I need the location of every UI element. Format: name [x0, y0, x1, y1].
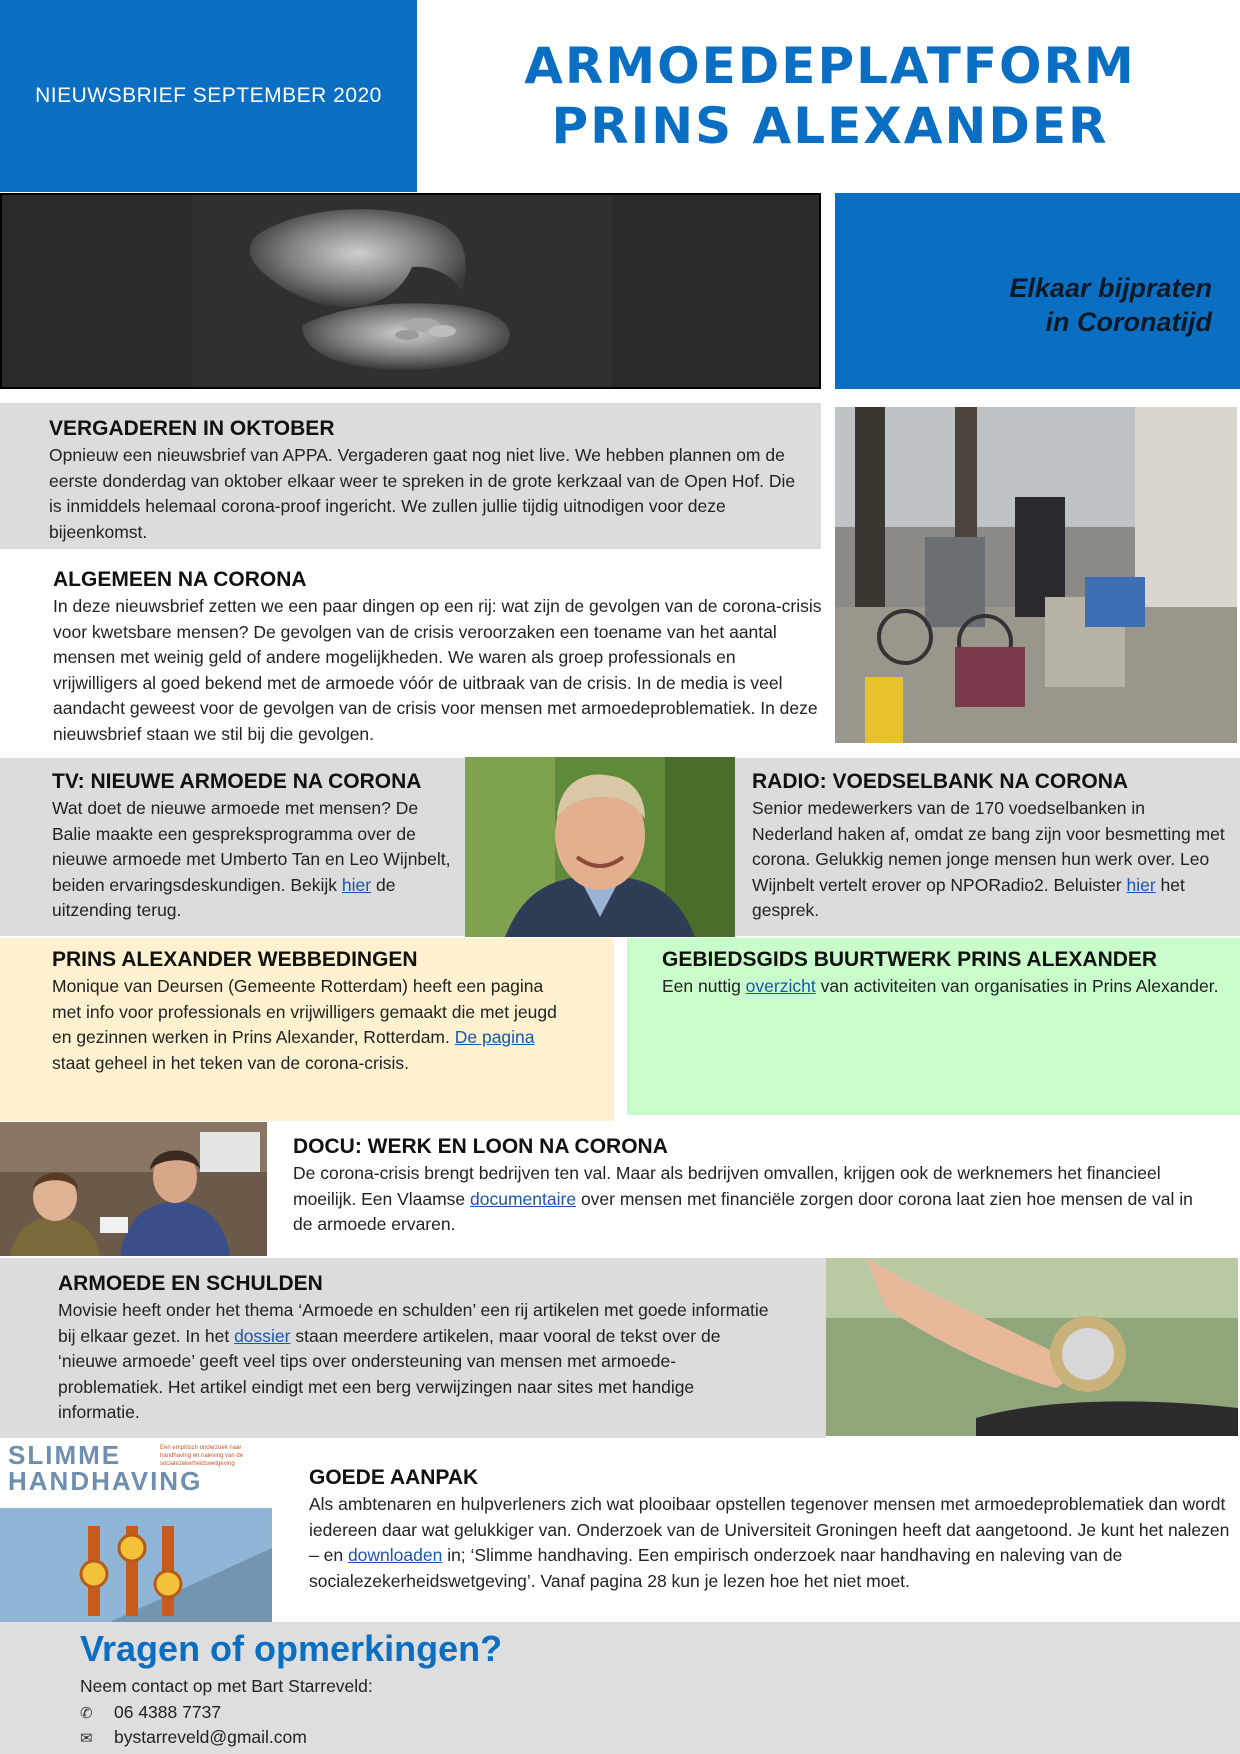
newsletter-title: [440, 36, 1220, 156]
docu-link-documentaire[interactable]: documentaire: [470, 1188, 577, 1209]
section-schulden: [0, 1258, 826, 1438]
body-text: in; ‘Slimme handhaving. Een empirisch onderzoek naar handhaving en naleving van de socialezekerheidswetgeving’. Vanaf pagina 28 kun je lezen hoe het niet moet.: [309, 1545, 1123, 1591]
phone-icon: ✆: [80, 1705, 93, 1722]
tagline-box: [835, 193, 1240, 389]
section-body: [752, 796, 1230, 924]
street-scene-image: [835, 407, 1237, 743]
section-aanpak: [309, 1464, 1234, 1614]
logo-graphic-panel: [0, 1508, 272, 1622]
section-tv: [0, 758, 465, 936]
hands-illustration: [2, 195, 821, 389]
contact-intro: Neem contact op met Bart Starreveld:: [80, 1676, 373, 1696]
section-webbedingen: [0, 938, 614, 1121]
section-title: ARMOEDE EN SCHULDEN: [58, 1272, 323, 1295]
contact-phone: 06 4388 7737: [114, 1702, 222, 1722]
section-body: [52, 796, 457, 924]
section-title: GEBIEDSGIDS BUURTWERK PRINS ALEXANDER: [662, 948, 1158, 971]
hero-image-hands: [0, 193, 821, 389]
body-text: Wat doet de nieuwe armoede met mensen? De Balie maakte een gespreksprogramma over de nieuwe armoede met Umberto Tan en Leo Wijnbelt, beiden ervaringsdeskundigen. Bekijk: [52, 798, 451, 895]
body-text: Senior medewerkers van de 170 voedselbanken in Nederland haken af, omdat ze bang zijn voor besmetting met corona. Gelukkig nemen jonge mensen hun werk over. Leo Wijnbelt vertelt erover op NPORadio2. Beluister: [752, 798, 1225, 895]
coin-image: [826, 1258, 1238, 1436]
section-title: TV: NIEUWE ARMOEDE NA CORONA: [52, 770, 422, 793]
section-body: [52, 974, 572, 1076]
section-vergaderen: [0, 403, 821, 549]
section-radio: [735, 758, 1240, 936]
section-title: ALGEMEEN NA CORONA: [53, 568, 307, 591]
tagline: [1009, 271, 1212, 339]
body-text: staan meerdere artikelen, maar vooral de tekst over de ‘nieuwe armoede’ geeft veel tips over ondersteuning van mensen met armoede-problematiek. Het artikel eindigt met een berg verwijzingen naar sites met handige informatie.: [58, 1325, 721, 1422]
logo-slimme-handhaving: [0, 1438, 272, 1622]
section-title: PRINS ALEXANDER WEBBEDINGEN: [52, 948, 418, 971]
docu-image: [0, 1122, 267, 1256]
contact-footer: [0, 1622, 1240, 1754]
contact-email-row: [80, 1725, 307, 1751]
section-title: GOEDE AANPAK: [309, 1466, 479, 1489]
section-docu: [293, 1133, 1193, 1253]
body-text: Monique van Deursen (Gemeente Rotterdam) heeft een pagina met info voor professionals en vrijwilligers gemaakt die met jeugd en gezinnen werken in Prins Alexander, Rotterdam.: [52, 976, 557, 1047]
contact-phone-row: [80, 1700, 221, 1726]
logo-text-line-1: SLIMME: [8, 1440, 122, 1470]
issue-banner: [0, 0, 417, 192]
contact-email[interactable]: bystarreveld@gmail.com: [114, 1727, 307, 1747]
section-body: Opnieuw een nieuwsbrief van APPA. Vergaderen gaat nog niet live. We hebben plannen om de eerste donderdag van oktober elkaar weer te spreken in de grote kerkzaal van de Open Hof. Die is inmiddels helemaal corona-proof ingericht. We zullen jullie tijdig uitnodigen voor deze bijeenkomst.: [49, 445, 796, 542]
tagline-line-2: in Coronatijd: [1045, 307, 1212, 337]
tv-link-hier[interactable]: hier: [341, 874, 372, 895]
aanpak-link-downloaden[interactable]: downloaden: [347, 1545, 443, 1565]
body-text: de uitzending terug.: [52, 874, 396, 920]
title-line-1: ARMOEDEPLATFORM: [524, 37, 1136, 95]
logo-text-line-2: HANDHAVING: [8, 1466, 203, 1496]
photo-portrait-man: [465, 757, 735, 937]
portrait-image: [465, 757, 735, 937]
section-title: DOCU: WERK EN LOON NA CORONA: [293, 1135, 668, 1158]
section-body: [309, 1492, 1234, 1594]
section-gebiedsgids: [627, 938, 1240, 1115]
body-text: Een nuttig: [662, 976, 746, 996]
body-text: het gesprek.: [752, 874, 1185, 920]
body-text: De corona-crisis brengt bedrijven ten val. Maar als bedrijven omvallen, krijgen ook de werknemers het financieel moeilijk. Een Vlaamse: [293, 1163, 1161, 1209]
sliders-icon: [0, 1508, 272, 1622]
schulden-link-dossier[interactable]: dossier: [234, 1325, 291, 1346]
body-text: Movisie heeft onder het thema ‘Armoede en schulden’ een rij artikelen met goede informatie bij elkaar gezet. In het: [58, 1300, 769, 1346]
section-title: VERGADEREN IN OKTOBER: [49, 417, 335, 440]
radio-link-hier[interactable]: hier: [1126, 874, 1156, 895]
section-body: [58, 1298, 778, 1426]
photo-coin-wallet: [826, 1258, 1238, 1436]
logo-subtitle: Een empirisch onderzoek naar handhaving en naleving van de socialezekerheidswetgeving: [160, 1445, 244, 1467]
body-text: over mensen met financiële zorgen door corona laat zien hoe mensen de val in de armoede ervaren.: [293, 1188, 1193, 1234]
photo-street-homeless: [835, 407, 1237, 743]
body-text: van activiteiten van organisaties in Prins Alexander.: [815, 976, 1219, 996]
tagline-line-1: Elkaar bijpraten: [1009, 273, 1212, 303]
title-line-2: PRINS ALEXANDER: [551, 97, 1109, 155]
body-text: staat geheel in het teken van de corona-crisis.: [52, 1052, 410, 1073]
section-body: [293, 1161, 1193, 1238]
webbedingen-link-pagina[interactable]: De pagina: [454, 1027, 535, 1047]
section-title: RADIO: VOEDSELBANK NA CORONA: [752, 770, 1129, 793]
contact-title: Vragen of opmerkingen?: [80, 1628, 503, 1669]
issue-label: NIEUWSBRIEF SEPTEMBER 2020: [35, 84, 382, 107]
gebiedsgids-link-overzicht[interactable]: overzicht: [745, 976, 816, 996]
section-algemeen: [53, 566, 823, 750]
section-body: [662, 974, 1222, 1000]
section-body: In deze nieuwsbrief zetten we een paar dingen op een rij: wat zijn de gevolgen van de corona-crisis voor kwetsbare mensen? De gevolgen van de crisis veroorzaken een toename van het aantal mensen met weinig geld of andere mogelijkheden. We waren als groep professionals en vrijwilligers al goed bekend met de armoede vóór de uitbraak van de crisis. In de media is veel aandacht geweest voor de gevolgen van de crisis voor mensen met armoedeproblematiek. In deze nieuwsbrief staan we stil bij die gevolgen.: [53, 596, 822, 744]
photo-mother-child: [0, 1122, 267, 1256]
envelope-icon: ✉: [80, 1730, 93, 1747]
body-text: Als ambtenaren en hulpverleners zich wat plooibaar opstellen tegenover mensen met armoedeproblematiek dan wordt iedereen daar wat gelukkiger van. Onderzoek van de Universiteit Groningen heeft dat aangetoond. Je kunt het nalezen – en: [309, 1494, 1230, 1565]
